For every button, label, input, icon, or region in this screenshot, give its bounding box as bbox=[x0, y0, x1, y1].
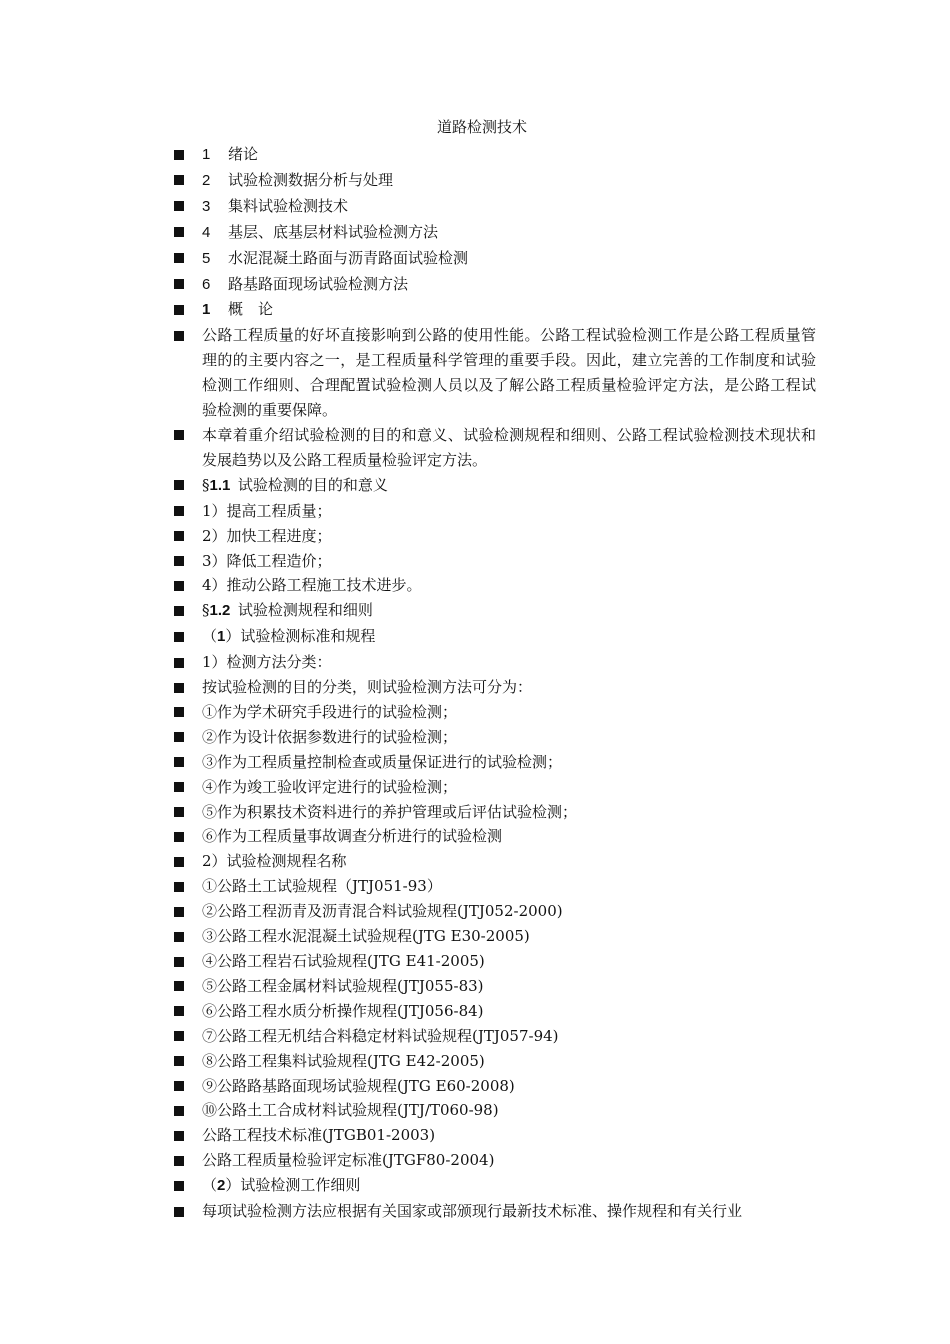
square-bullet-icon bbox=[174, 556, 184, 566]
list-item bbox=[168, 297, 816, 323]
item-text: 路基路面现场试验检测方法 bbox=[228, 274, 409, 293]
subsection-number: 1 bbox=[217, 628, 226, 646]
square-bullet-icon bbox=[174, 531, 184, 541]
square-bullet-icon bbox=[174, 957, 184, 967]
square-bullet-icon bbox=[174, 782, 184, 792]
chapter-number: 3 bbox=[202, 197, 211, 215]
item-text: 3）降低工程造价； bbox=[202, 551, 332, 570]
subsection-number: 2 bbox=[217, 1177, 226, 1195]
square-bullet-icon bbox=[174, 1081, 184, 1091]
list-item bbox=[168, 675, 816, 700]
list-item bbox=[168, 524, 816, 549]
square-bullet-icon bbox=[174, 227, 184, 237]
square-bullet-icon bbox=[174, 201, 184, 211]
item-text: ④公路工程岩石试验规程(JTG E41-2005) bbox=[202, 952, 485, 970]
item-text: ⑦公路工程无机结合料稳定材料试验规程(JTJ057-94) bbox=[202, 1026, 559, 1045]
square-bullet-icon bbox=[174, 606, 184, 616]
section-number: 1.2 bbox=[209, 602, 231, 620]
square-bullet-icon bbox=[174, 932, 184, 942]
square-bullet-icon bbox=[174, 1106, 184, 1116]
list-item bbox=[168, 1199, 816, 1224]
list-item bbox=[168, 949, 816, 974]
square-bullet-icon bbox=[174, 506, 184, 516]
item-text: 2）试验检测规程名称 bbox=[202, 852, 347, 871]
list-item: （1）试验检测标准和规程 bbox=[168, 624, 816, 650]
list-item bbox=[168, 323, 816, 423]
square-bullet-icon bbox=[174, 732, 184, 742]
list-item bbox=[168, 220, 816, 246]
square-bullet-icon bbox=[174, 1156, 184, 1166]
item-text: ⑧公路工程集料试验规程(JTG E42-2005) bbox=[202, 1051, 485, 1070]
list-item bbox=[168, 1074, 816, 1099]
list-item bbox=[168, 874, 816, 899]
list-item bbox=[168, 549, 816, 574]
list-item bbox=[168, 1024, 816, 1049]
square-bullet-icon bbox=[174, 150, 184, 160]
section-sign: § bbox=[202, 601, 210, 620]
list-item bbox=[168, 1123, 816, 1148]
square-bullet-icon bbox=[174, 632, 184, 642]
list-item bbox=[168, 423, 816, 473]
item-text: 1）检测方法分类： bbox=[202, 653, 332, 672]
list-item bbox=[168, 725, 816, 750]
item-text: 试验检测标准和规程 bbox=[240, 627, 376, 646]
square-bullet-icon bbox=[174, 1181, 184, 1191]
square-bullet-icon bbox=[174, 807, 184, 817]
list-item bbox=[168, 598, 816, 624]
square-bullet-icon bbox=[174, 253, 184, 263]
item-text: 试验检测规程和细则 bbox=[237, 601, 373, 620]
item-text: ⑤公路工程金属材料试验规程(JTJ055-83) bbox=[202, 976, 484, 995]
square-bullet-icon bbox=[174, 331, 184, 341]
square-bullet-icon bbox=[174, 1031, 184, 1041]
chapter-number: 4 bbox=[202, 223, 211, 241]
list-item bbox=[168, 473, 816, 499]
item-text: ①公路土工试验规程（JTJ051-93） bbox=[202, 877, 442, 896]
list-item bbox=[168, 168, 816, 194]
square-bullet-icon bbox=[174, 832, 184, 842]
item-text: ⑩公路土工合成材料试验规程(JTJ/T060-98) bbox=[202, 1101, 499, 1120]
item-text: 集料试验检测技术 bbox=[228, 196, 349, 215]
item-text: 绪论 bbox=[228, 145, 259, 163]
item-text: 试验检测数据分析与处理 bbox=[228, 170, 394, 189]
list-item bbox=[168, 800, 816, 825]
list-item bbox=[168, 750, 816, 775]
list-item bbox=[168, 775, 816, 800]
list-item bbox=[168, 899, 816, 924]
list-item bbox=[168, 700, 816, 725]
item-text: 公路工程质量检验评定标准(JTGF80-2004) bbox=[202, 1151, 495, 1170]
square-bullet-icon bbox=[174, 175, 184, 185]
list-item bbox=[168, 1049, 816, 1074]
item-text: ⑥作为工程质量事故调查分析进行的试验检测 bbox=[202, 827, 503, 846]
list-item bbox=[168, 1148, 816, 1173]
list-item bbox=[168, 499, 816, 524]
chapter-number: 2 bbox=[202, 171, 211, 189]
chapter-number: 6 bbox=[202, 275, 211, 293]
chapter-number: 1 bbox=[202, 146, 211, 163]
item-text: 试验检测的目的和意义 bbox=[237, 475, 388, 494]
square-bullet-icon bbox=[174, 279, 184, 289]
square-bullet-icon bbox=[174, 1207, 184, 1217]
list-item bbox=[168, 650, 816, 675]
square-bullet-icon bbox=[174, 581, 184, 591]
item-text: 水泥混凝土路面与沥青路面试验检测 bbox=[228, 248, 469, 267]
item-text: ①作为学术研究手段进行的试验检测； bbox=[202, 702, 458, 721]
list-item bbox=[168, 999, 816, 1024]
item-text: 按试验检测的目的分类，则试验检测方法可分为： bbox=[202, 678, 533, 697]
square-bullet-icon bbox=[174, 857, 184, 867]
document-title: 道路检测技术 bbox=[436, 118, 527, 136]
square-bullet-icon bbox=[174, 480, 184, 490]
square-bullet-icon bbox=[174, 707, 184, 717]
item-text: ②公路工程沥青及沥青混合料试验规程(JTJ052-2000) bbox=[202, 902, 563, 921]
list-item bbox=[168, 974, 816, 999]
item-text: 公路工程技术标准(JTGB01-2003) bbox=[202, 1126, 436, 1145]
square-bullet-icon bbox=[174, 430, 184, 440]
list-item bbox=[168, 246, 816, 272]
square-bullet-icon bbox=[174, 981, 184, 991]
list-item bbox=[168, 573, 816, 598]
square-bullet-icon bbox=[174, 1056, 184, 1066]
square-bullet-icon bbox=[174, 1131, 184, 1141]
bullet-list bbox=[168, 142, 816, 1224]
item-text: ⑨公路路基路面现场试验规程(JTG E60-2008) bbox=[202, 1076, 515, 1095]
square-bullet-icon bbox=[174, 305, 184, 315]
item-text: ④作为竣工验收评定进行的试验检测； bbox=[202, 777, 458, 796]
item-text: 基层、底基层材料试验检测方法 bbox=[228, 222, 439, 241]
item-text: 每项试验检测方法应根据有关国家或部颁现行最新技术标准、操作规程和有关行业 bbox=[202, 1202, 743, 1221]
list-item bbox=[168, 194, 816, 220]
list-item: （2）试验检测工作细则 bbox=[168, 1173, 816, 1199]
square-bullet-icon bbox=[174, 658, 184, 668]
square-bullet-icon bbox=[174, 683, 184, 693]
item-text: 4）推动公路工程施工技术进步。 bbox=[202, 576, 422, 595]
section-number: 1.1 bbox=[209, 476, 231, 494]
square-bullet-icon bbox=[174, 757, 184, 767]
list-item bbox=[168, 142, 816, 168]
list-item bbox=[168, 1098, 816, 1123]
item-text: 1）提高工程质量； bbox=[202, 501, 332, 520]
item-text: ⑥公路工程水质分析操作规程(JTJ056-84) bbox=[202, 1001, 484, 1020]
item-text: ③作为工程质量控制检查或质量保证进行的试验检测； bbox=[202, 752, 563, 771]
item-text: ③公路工程水泥混凝土试验规程(JTG E30-2005) bbox=[202, 927, 530, 946]
square-bullet-icon bbox=[174, 1006, 184, 1016]
item-text: 2）加快工程进度； bbox=[202, 526, 332, 545]
item-text: 本章着重介绍试验检测的目的和意义、试验检测规程和细则、公路工程试验检测技术现状和发展趋势以及公路工程质量检验评定方法。 bbox=[202, 425, 816, 469]
square-bullet-icon bbox=[174, 882, 184, 892]
list-item bbox=[168, 849, 816, 874]
chapter-number: 5 bbox=[202, 249, 211, 267]
item-text: 概 论 bbox=[228, 300, 274, 319]
item-text: 试验检测工作细则 bbox=[240, 1176, 361, 1195]
item-text: 公路工程质量的好坏直接影响到公路的使用性能。公路工程试验检测工作是公路工程质量管理的的主要内容之一，是工程质量科学管理的重要手段。因此，建立完善的工作制度和试验检测工作细则、合理配置试验检测人员以及了解公路工程质量检验评定方法，是公路工程试验检测的重要保障。 bbox=[202, 326, 816, 420]
square-bullet-icon bbox=[174, 907, 184, 917]
section-sign: § bbox=[202, 475, 210, 494]
list-item bbox=[168, 824, 816, 849]
list-item bbox=[168, 272, 816, 298]
list-item bbox=[168, 924, 816, 949]
chapter-number: 1 bbox=[202, 301, 211, 319]
item-text: ②作为设计依据参数进行的试验检测； bbox=[202, 727, 458, 746]
item-text: ⑤作为积累技术资料进行的养护管理或后评估试验检测； bbox=[202, 802, 578, 821]
